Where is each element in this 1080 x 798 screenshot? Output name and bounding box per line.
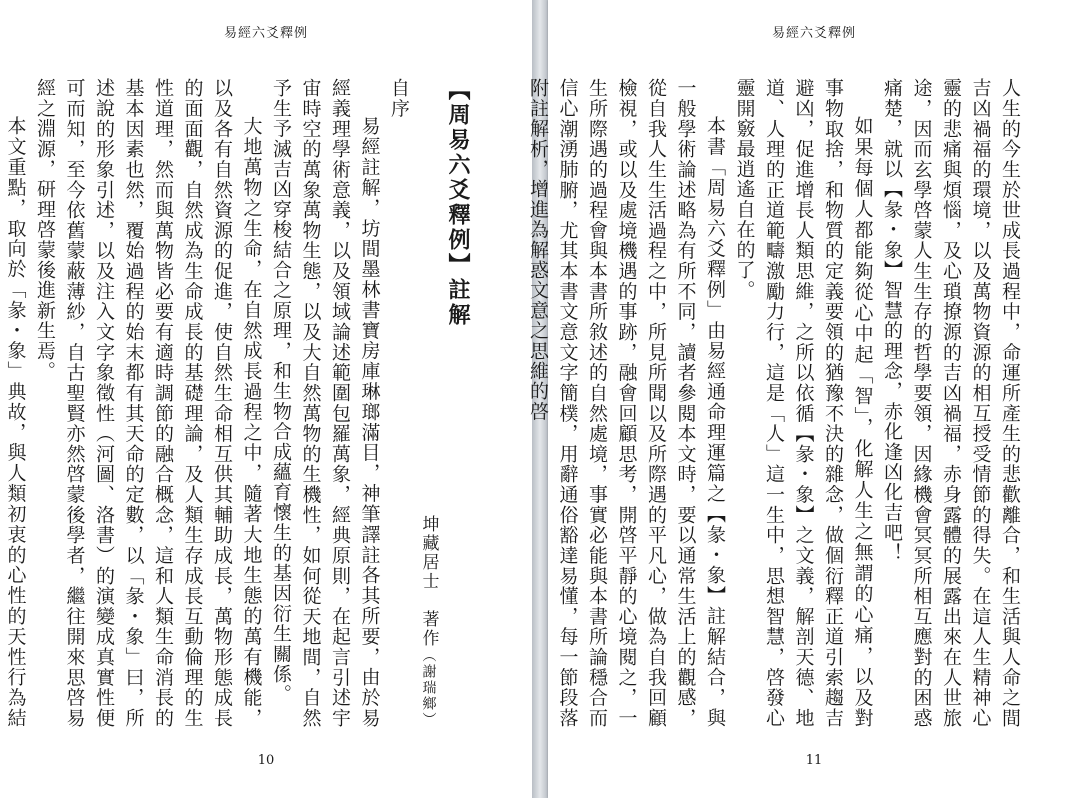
left-page [0,0,532,798]
section-heading: 自序 [388,78,410,119]
paragraph: 本文重點，取向於「彖・象」典故，與人類初衷的心性的天性行為結 [4,116,27,728]
running-head-left: 易經六爻釋例 [223,26,308,41]
paragraph: 大地萬物之生命，在自然成長過程之中，隨著大地生態的萬有機能，以及各有自然資源的促進，使自然生命相互供其輔助成長，萬物形態成長的面面觀，自然成為生命成長的基礎理論，及人類生存成長互動倫理的生性道理，然而與萬物皆必要有適時調節的融合概念，這和人類生命消長的基本因素也然，覆始過程的始末都有其天命的定數，以「彖・象」曰，所述說的形象引述，以及注入文字象徵性（河圖、洛書）的演變成真實性便可而知，至今依舊蒙蔽薄紗，自古聖賢亦然啓蒙後學者，繼往開來思啓易經之淵源，研理啓蒙後進新生焉。 [34,78,263,728]
book-title: 【周易六爻釋例】註解 [445,78,471,328]
right-page [527,0,1080,798]
paragraph: 易經註解，坊間墨林書寶房庫琳瑯滿目，神筆譯註各其所要，由於易經義理學術意義，以及領域論述範圍包羅萬象，經典原則，在起言引述宇宙時空的萬象萬物生態，以及大自然萬物的生機性，如何從天地間，自然予生予滅吉凶穿梭結合之原理，和生物合成蘊育懷生的基因衍生關係。 [270,78,381,728]
author-note: （謝瑞鄉） [420,648,437,728]
right-page-body [527,78,1024,728]
page-number-right: 11 [805,753,823,768]
left-page-body [4,78,472,728]
page-number-left: 10 [257,753,275,768]
author-name: 坤藏居士 [418,515,439,591]
paragraph: 如果每個人都能夠從心中起「智」，化解人生之無謂的心痛，以及對事物取捨，和物質的定義要領的猶豫不決的雜念，做個衍釋正道引索趨吉避凶，促進增長人類思維，之所以依循【彖・象】之文義，解剖天德、地道、人理的正道範疇激勵力行，這是「人」這一生中，思想智慧，啓發心靈開竅最逍遙自在的了。 [733,78,874,728]
running-head-right: 易經六爻釋例 [771,26,856,41]
paragraph: 本書「周易六爻釋例」由易經通命理運篇之【彖・象】註解結合，與一般學術論述略為有所不同，讀者參閱本文時，要以通常生活上的觀感，從自我人生生活過程之中，所見所聞以及所際遇的平凡心，做為自我回顧檢視，或以及處境機遇的事跡，融會回顧思考，開啓平靜的心境閱之，一生所際遇的過程會與本書所敘述的自然處境，事實必能與本書所論穩合而信心潮湧肺腑，尤其本書文意文字簡樸，用辭通俗豁達易懂，每一節段落附註解析，增進為解惑文意之思維的啓 [527,78,726,728]
author-role: 著作 [418,610,439,648]
title-line [443,78,473,728]
author-line [413,78,443,728]
paragraph: 人生的今生於世成長過程中，命運所產生的悲歡離合，和生活與人命之間吉凶禍福的環境，以及萬物資源的相互授受情節的得失。在這人生精神心靈的悲痛與煩惱，及心瑣撩源的吉凶禍福，赤身露體的展露出來在人世旅途，因而玄學啓蒙人生生存的哲學要領，因緣機會冥冥所相互應對的困惑痛楚，就以【彖・象】智慧的理念，赤化逢凶化吉吧！ [881,78,1021,728]
